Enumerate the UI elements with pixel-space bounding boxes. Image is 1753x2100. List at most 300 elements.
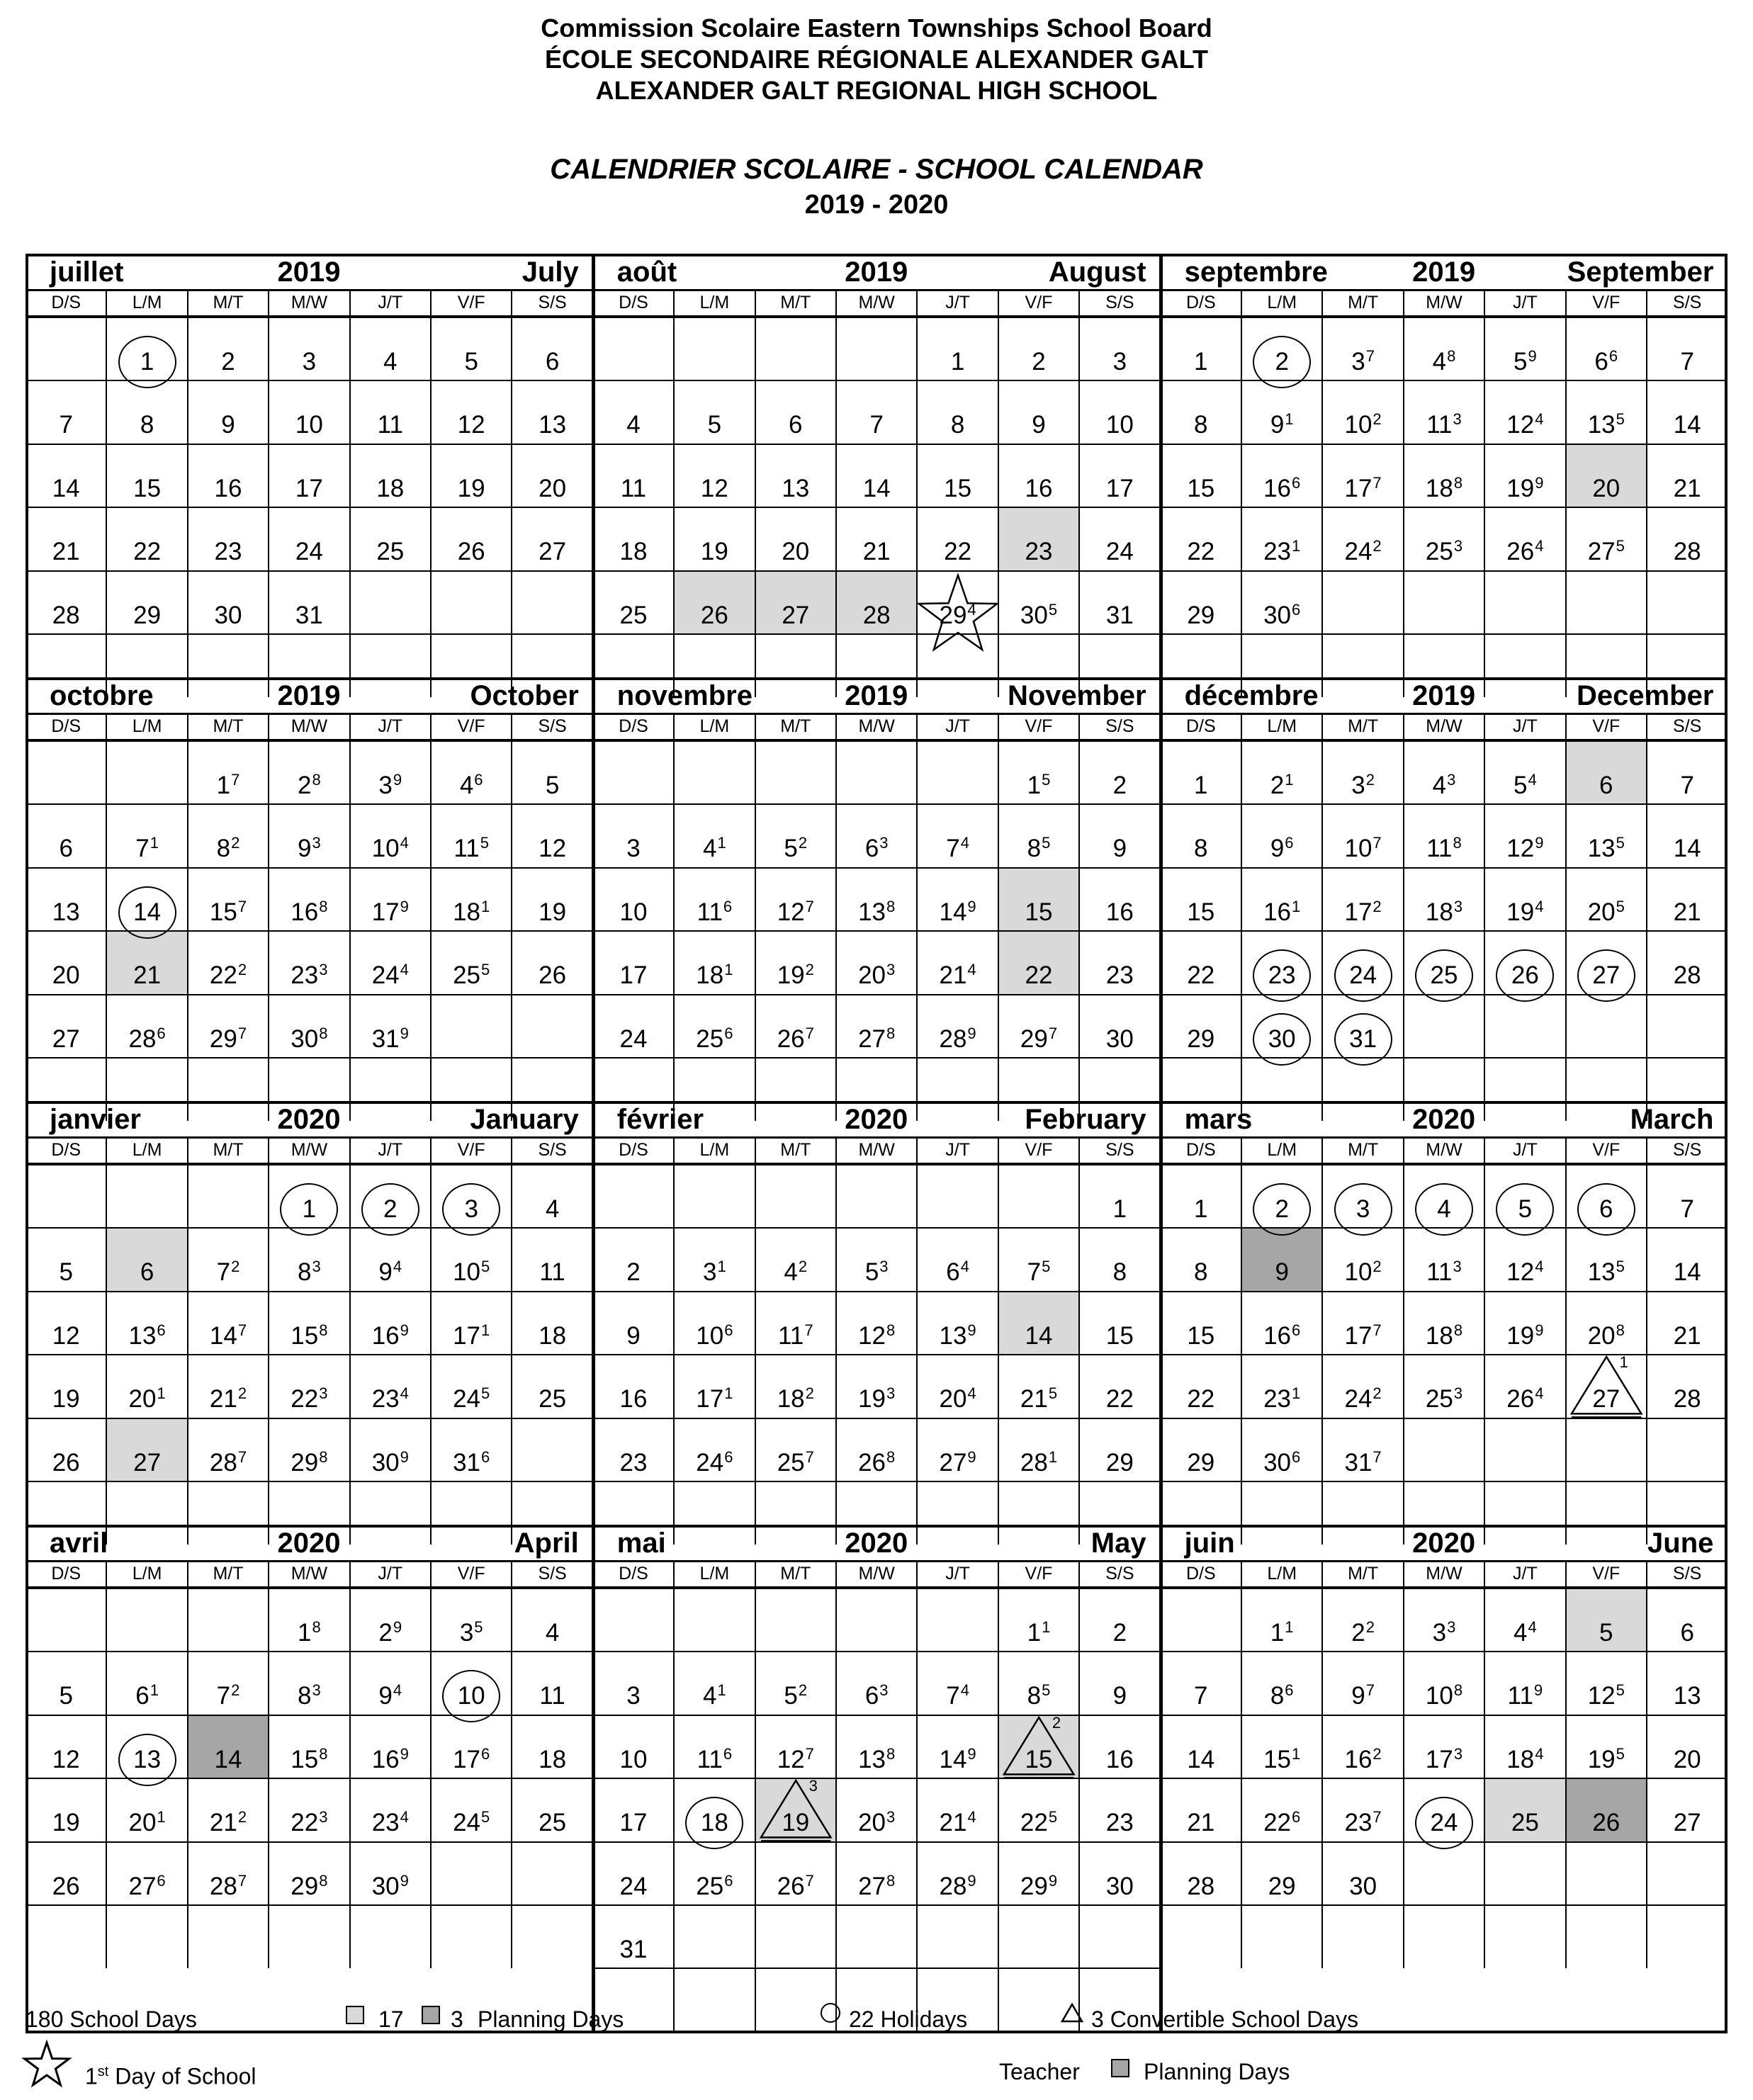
- day-number: $11^5$: [453, 834, 489, 863]
- weekday-header: M/W: [291, 716, 328, 736]
- day-number: $21^4$: [939, 1808, 976, 1837]
- day-number: 16: [1105, 1745, 1134, 1773]
- day-number: 1: [302, 1195, 317, 1223]
- day-number: 15: [1025, 898, 1053, 926]
- day-number: 19: [782, 1809, 810, 1837]
- row-divider: [1161, 930, 1728, 932]
- school-name-fr: ÉCOLE SECONDAIRE RÉGIONALE ALEXANDER GALT: [544, 45, 1209, 74]
- row-divider: [1161, 1291, 1728, 1292]
- day-number: 26: [1592, 1809, 1620, 1837]
- day-number: 4: [383, 348, 398, 376]
- day-number: $12^9$: [1506, 834, 1544, 863]
- day-number: $30^6$: [1263, 600, 1301, 629]
- day-number: 6: [140, 1258, 154, 1287]
- weekday-header: L/M: [132, 1564, 162, 1584]
- day-number: 12: [52, 1321, 80, 1350]
- day-number: 31: [1349, 1024, 1377, 1053]
- board-name: Commission Scolaire Eastern Townships School Board: [541, 13, 1212, 43]
- day-number: 6: [59, 835, 73, 863]
- day-number: 7: [1680, 348, 1694, 376]
- legend-star-icon: [21, 2039, 72, 2090]
- day-number: 28: [1673, 961, 1701, 990]
- day-number: 8: [140, 411, 154, 439]
- row-divider: [1161, 633, 1728, 635]
- day-number: $28^9$: [939, 1871, 976, 1900]
- legend-convertible: 3 Convertible School Days: [1091, 2006, 1359, 2032]
- month-year: 2019: [277, 256, 341, 288]
- day-number: $28^7$: [209, 1447, 247, 1477]
- day-number: $20^1$: [128, 1808, 166, 1837]
- weekday-header: J/T: [945, 293, 970, 312]
- day-number: 7: [1194, 1682, 1208, 1710]
- day-number: 21: [1673, 1321, 1701, 1350]
- weekday-top-border: [26, 713, 1727, 715]
- day-number: $12^7$: [777, 1744, 814, 1773]
- row-divider: [26, 1354, 593, 1355]
- day-number: 24: [1105, 538, 1134, 566]
- day-number: 23: [1105, 1809, 1134, 1837]
- weekday-header: J/T: [1513, 1564, 1538, 1584]
- day-number: 3: [1355, 1195, 1370, 1223]
- day-number: 18: [539, 1321, 567, 1350]
- day-number: $6^4$: [946, 1258, 969, 1287]
- row-divider: [1161, 1778, 1728, 1779]
- day-number: $20^4$: [939, 1384, 976, 1413]
- band-top-border: [26, 677, 1727, 680]
- day-number: 10: [619, 898, 648, 926]
- convertible-day-number: 2: [1052, 1713, 1061, 1732]
- day-number: 30: [214, 601, 242, 629]
- weekday-header: V/F: [1592, 1564, 1620, 1584]
- holiday-circle: [118, 886, 176, 939]
- month-separator: [592, 254, 595, 697]
- day-number: 16: [619, 1385, 648, 1413]
- day-number: 24: [1430, 1809, 1458, 1837]
- day-number: $18^4$: [1506, 1744, 1544, 1773]
- weekday-header: L/M: [699, 716, 730, 736]
- day-number: 14: [1025, 1321, 1053, 1350]
- day-number: $15^8$: [291, 1744, 328, 1773]
- day-number: 26: [700, 601, 728, 629]
- day-number: 3: [464, 1195, 478, 1223]
- row-divider: [26, 1904, 593, 1906]
- day-number: 3: [626, 835, 641, 863]
- day-number: $5^9$: [1514, 347, 1537, 376]
- day-number: 25: [539, 1809, 567, 1837]
- day-number: 20: [52, 961, 80, 990]
- day-number: $30^9$: [371, 1447, 409, 1477]
- holiday-circle: [1334, 1183, 1392, 1236]
- day-number: $12^4$: [1506, 410, 1544, 439]
- row-divider: [26, 1715, 593, 1716]
- day-number: $20^3$: [858, 1808, 896, 1837]
- day-number: $16^6$: [1263, 1321, 1301, 1350]
- day-number: 17: [1105, 474, 1134, 502]
- day-number: 29: [1187, 601, 1215, 629]
- day-number: $4^1$: [703, 834, 726, 863]
- legend-school-days: 180 School Days: [26, 2006, 197, 2032]
- holiday-circle: [1415, 1183, 1473, 1236]
- day-number: 26: [1511, 961, 1539, 990]
- day-number: 21: [862, 538, 891, 566]
- holiday-circle: [1577, 1183, 1635, 1236]
- month-name-fr: novembre: [616, 680, 753, 711]
- weekday-header: J/T: [378, 716, 403, 736]
- day-number: 19: [457, 474, 485, 502]
- day-number: 30: [1105, 1024, 1134, 1053]
- day-number: $3^1$: [703, 1258, 726, 1287]
- day-number: $13^6$: [128, 1321, 166, 1350]
- day-number: 15: [1025, 1745, 1053, 1773]
- day-number: $10^6$: [696, 1321, 733, 1350]
- day-number: $13^5$: [1587, 834, 1625, 863]
- weekday-header: S/S: [1105, 1140, 1134, 1160]
- day-number: $8^5$: [1027, 834, 1051, 863]
- day-number: 27: [52, 1024, 80, 1053]
- day-number: 7: [1680, 772, 1694, 799]
- day-number: $30^8$: [291, 1024, 328, 1053]
- day-number: 22: [1187, 538, 1215, 566]
- day-number: $30^9$: [371, 1871, 409, 1900]
- day-number: $29^8$: [291, 1447, 328, 1477]
- day-number: $8^2$: [216, 834, 240, 863]
- day-number: $13^9$: [939, 1321, 976, 1350]
- legend-planning-label: Planning Days: [478, 2006, 624, 2032]
- weekday-header: V/F: [1025, 716, 1053, 736]
- row-divider: [1161, 1904, 1728, 1906]
- day-number: $27^5$: [1587, 537, 1625, 566]
- day-number: $17^6$: [453, 1744, 490, 1773]
- day-number: $29^9$: [1020, 1871, 1058, 1900]
- day-number: 26: [457, 538, 485, 566]
- day-number: $8^3$: [298, 1258, 321, 1287]
- month-name-en: June: [1647, 1528, 1714, 1559]
- month-year: 2020: [845, 1104, 908, 1135]
- weekday-header: M/W: [291, 1140, 328, 1160]
- day-number: $11^7$: [777, 1321, 813, 1350]
- month-separator: [1159, 254, 1163, 697]
- day-number: 13: [539, 411, 567, 439]
- weekday-bottom-border: [26, 739, 1727, 742]
- month-year: 2019: [845, 256, 908, 288]
- day-number: 27: [782, 601, 810, 629]
- day-number: $15^7$: [209, 897, 247, 926]
- month-year: 2019: [845, 680, 908, 711]
- day-number: $11^6$: [697, 897, 733, 926]
- day-number: $13^5$: [1587, 410, 1625, 439]
- day-number: $1^8$: [298, 1618, 321, 1647]
- weekday-top-border: [26, 289, 1727, 291]
- legend-teacher-box: [1111, 2059, 1129, 2077]
- weekday-header: M/W: [858, 716, 895, 736]
- weekday-header: V/F: [457, 716, 485, 736]
- day-number: $11^8$: [1426, 834, 1462, 863]
- day-number: $27^9$: [939, 1447, 976, 1477]
- weekday-header: D/S: [619, 1140, 648, 1160]
- day-number: 1: [1194, 772, 1208, 799]
- weekday-header: M/W: [858, 293, 895, 312]
- legend-first-day: 1st Day of School: [85, 2063, 257, 2089]
- day-number: $7^1$: [135, 834, 159, 863]
- day-number: $1^7$: [216, 771, 240, 799]
- day-number: $10^7$: [1344, 834, 1382, 863]
- weekday-header: J/T: [1513, 716, 1538, 736]
- weekday-header: D/S: [51, 293, 81, 312]
- weekday-top-border: [26, 1136, 1727, 1139]
- outer-left-border: [26, 254, 28, 697]
- row-divider: [593, 1968, 1161, 1969]
- day-number: 12: [700, 474, 728, 502]
- day-number: $29^8$: [291, 1871, 328, 1900]
- day-number: $17^1$: [696, 1384, 733, 1413]
- convertible-day-number: 3: [808, 1777, 818, 1795]
- day-number: 20: [1592, 474, 1620, 502]
- outer-right-border: [1725, 1101, 1727, 1545]
- day-number: 1: [950, 348, 965, 376]
- day-number: $9^4$: [378, 1258, 402, 1287]
- row-divider: [26, 803, 593, 805]
- month-separator: [1159, 677, 1163, 1121]
- holiday-circle: [1253, 336, 1311, 388]
- weekday-header: M/W: [1426, 293, 1462, 312]
- day-number: $12^8$: [858, 1321, 896, 1350]
- day-number: $19^9$: [1506, 1321, 1544, 1350]
- day-number: 25: [1430, 961, 1458, 990]
- row-divider: [26, 444, 593, 445]
- day-number: 2: [1275, 1195, 1289, 1223]
- day-number: 28: [52, 601, 80, 629]
- day-number: 22: [1187, 1385, 1215, 1413]
- day-number: $21^2$: [209, 1384, 247, 1413]
- weekday-bottom-border: [26, 1586, 1727, 1589]
- day-number: 7: [1680, 1195, 1694, 1223]
- day-number: $23^4$: [371, 1384, 409, 1413]
- weekday-header: J/T: [945, 1564, 970, 1584]
- day-number: $23^1$: [1263, 1384, 1301, 1413]
- day-number: $9^1$: [1270, 410, 1294, 439]
- day-number: 17: [619, 961, 648, 990]
- day-number: $26^4$: [1506, 1384, 1544, 1413]
- day-number: $18^8$: [1425, 473, 1463, 502]
- holiday-circle: [1415, 1797, 1473, 1849]
- day-number: 15: [1187, 474, 1215, 502]
- weekday-header: M/T: [780, 293, 811, 312]
- day-number: 2: [626, 1258, 641, 1287]
- month-year: 2019: [1412, 680, 1476, 711]
- month-name-en: March: [1630, 1104, 1714, 1135]
- day-number: $7^5$: [1027, 1258, 1051, 1287]
- day-number: 30: [1105, 1872, 1134, 1900]
- row-divider: [1161, 1481, 1728, 1482]
- month-year: 2020: [845, 1528, 908, 1559]
- row-divider: [593, 507, 1161, 508]
- weekday-header: D/S: [51, 1564, 81, 1584]
- month-name-fr: mars: [1184, 1104, 1253, 1135]
- day-number: $17^7$: [1344, 1321, 1382, 1350]
- day-number: $21^2$: [209, 1808, 247, 1837]
- row-divider: [593, 633, 1161, 635]
- day-number: $24^5$: [453, 1808, 490, 1837]
- weekday-header: J/T: [945, 716, 970, 736]
- day-number: $13^8$: [858, 1744, 896, 1773]
- day-number: $20^1$: [128, 1384, 166, 1413]
- day-number: 20: [782, 538, 810, 566]
- day-number: $23^4$: [371, 1808, 409, 1837]
- day-number: $25^3$: [1425, 1384, 1463, 1413]
- day-number: 24: [295, 538, 323, 566]
- row-divider: [26, 633, 593, 635]
- month-year: 2019: [1412, 256, 1476, 288]
- day-number: $26^4$: [1506, 537, 1544, 566]
- weekday-header: L/M: [1267, 1140, 1297, 1160]
- weekday-header: M/T: [780, 716, 811, 736]
- row-divider: [593, 380, 1161, 381]
- day-number: $22^3$: [291, 1384, 328, 1413]
- band-top-border: [26, 254, 1727, 256]
- day-number: $14^9$: [939, 1744, 976, 1773]
- outer-right-border: [1725, 677, 1727, 1121]
- day-number: 2: [1275, 348, 1289, 376]
- weekday-header: L/M: [1267, 716, 1297, 736]
- day-number: 20: [1673, 1745, 1701, 1773]
- day-number: $13^5$: [1587, 1258, 1625, 1287]
- day-number: $15^8$: [291, 1321, 328, 1350]
- day-number: $3^5$: [459, 1618, 483, 1647]
- calendar-years: 2019 - 2020: [804, 190, 949, 220]
- day-number: 14: [133, 898, 162, 926]
- day-number: $22^3$: [291, 1808, 328, 1837]
- day-number: $26^8$: [858, 1447, 896, 1477]
- day-number: $13^8$: [858, 897, 896, 926]
- weekday-header: D/S: [51, 716, 81, 736]
- month-year: 2020: [277, 1528, 341, 1559]
- row-divider: [593, 803, 1161, 805]
- day-number: 9: [1112, 1682, 1127, 1710]
- legend-triangle-icon: [1060, 2002, 1084, 2023]
- row-divider: [1161, 507, 1728, 508]
- day-number: $5^2$: [784, 1681, 808, 1710]
- day-number: $29^4$: [939, 600, 976, 629]
- row-divider: [26, 1778, 593, 1779]
- day-number: 10: [619, 1745, 648, 1773]
- holiday-circle: [1334, 1013, 1392, 1066]
- day-number: $12^7$: [777, 897, 814, 926]
- day-number: 14: [52, 474, 80, 502]
- row-divider: [593, 1904, 1161, 1906]
- day-number: $25^5$: [453, 961, 490, 990]
- day-number: $1^1$: [1027, 1618, 1051, 1647]
- weekday-header: V/F: [1025, 1140, 1053, 1160]
- day-number: 2: [383, 1195, 398, 1223]
- month-name-en: November: [1007, 680, 1146, 711]
- day-number: $28^6$: [128, 1024, 166, 1053]
- day-number: 22: [1187, 961, 1215, 990]
- day-number: 14: [1187, 1745, 1215, 1773]
- row-divider: [1161, 380, 1728, 381]
- day-number: $11^9$: [1507, 1681, 1543, 1710]
- day-number: $22^5$: [1020, 1808, 1058, 1837]
- weekday-header: S/S: [1673, 293, 1702, 312]
- row-divider: [26, 570, 593, 572]
- day-number: 16: [214, 474, 242, 502]
- day-number: 30: [1268, 1024, 1296, 1053]
- weekday-header: V/F: [457, 293, 485, 312]
- day-number: $25^6$: [696, 1871, 733, 1900]
- holiday-circle: [442, 1183, 500, 1236]
- day-number: 3: [1112, 348, 1127, 376]
- calendar-grid: [26, 254, 1727, 1980]
- row-divider: [593, 1354, 1161, 1355]
- day-number: 2: [1112, 1619, 1127, 1647]
- weekday-header: M/W: [291, 1564, 328, 1584]
- month-name-fr: avril: [50, 1528, 108, 1559]
- day-number: 1: [1194, 1195, 1208, 1223]
- outer-right-border: [1725, 254, 1727, 697]
- day-number: $16^8$: [291, 897, 328, 926]
- day-number: 28: [1187, 1872, 1215, 1900]
- day-number: 27: [1592, 961, 1620, 990]
- weekday-header: V/F: [1592, 1140, 1620, 1160]
- day-number: $16^2$: [1344, 1744, 1382, 1773]
- day-number: 4: [545, 1619, 560, 1647]
- day-number: $19^5$: [1587, 1744, 1625, 1773]
- row-divider: [1161, 1057, 1728, 1059]
- day-number: 29: [133, 601, 162, 629]
- weekday-header: M/T: [213, 716, 244, 736]
- day-number: $19^9$: [1506, 473, 1544, 502]
- day-number: 5: [1518, 1195, 1533, 1223]
- day-number: $1^1$: [1270, 1618, 1294, 1647]
- day-number: 11: [539, 1258, 565, 1287]
- day-number: $4^8$: [1432, 347, 1456, 376]
- day-number: $22^2$: [209, 961, 247, 990]
- day-number: 22: [1105, 1385, 1134, 1413]
- day-number: $28^1$: [1020, 1447, 1058, 1477]
- day-number: 25: [1511, 1809, 1539, 1837]
- weekday-header: M/T: [1348, 1140, 1379, 1160]
- day-number: 10: [295, 411, 323, 439]
- day-number: 2: [221, 348, 235, 376]
- day-number: 25: [539, 1385, 567, 1413]
- day-number: 17: [295, 474, 323, 502]
- month-name-fr: août: [616, 256, 677, 288]
- row-divider: [1161, 867, 1728, 869]
- day-number: 22: [133, 538, 162, 566]
- calendar-title: CALENDRIER SCOLAIRE - SCHOOL CALENDAR: [550, 154, 1203, 185]
- day-number: $17^1$: [453, 1321, 490, 1350]
- day-number: 9: [221, 411, 235, 439]
- day-number: 28: [862, 601, 891, 629]
- day-number: 8: [1112, 1258, 1127, 1287]
- month-name-en: April: [514, 1528, 579, 1559]
- row-divider: [593, 1651, 1161, 1652]
- row-divider: [26, 994, 593, 995]
- day-number: $2^9$: [378, 1618, 402, 1647]
- day-number: $18^8$: [1425, 1321, 1463, 1350]
- weekday-header: S/S: [538, 1564, 567, 1584]
- day-number: 21: [1673, 898, 1701, 926]
- day-number: 22: [1025, 961, 1053, 990]
- month-separator: [1159, 1101, 1163, 1545]
- day-number: 6: [1680, 1619, 1694, 1647]
- day-number: 15: [1187, 898, 1215, 926]
- day-number: 5: [1599, 1619, 1613, 1647]
- day-number: 2: [1112, 772, 1127, 799]
- weekday-header: L/M: [699, 1140, 730, 1160]
- day-number: $24^4$: [371, 961, 409, 990]
- day-number: $23^3$: [291, 961, 328, 990]
- row-divider: [26, 1418, 593, 1419]
